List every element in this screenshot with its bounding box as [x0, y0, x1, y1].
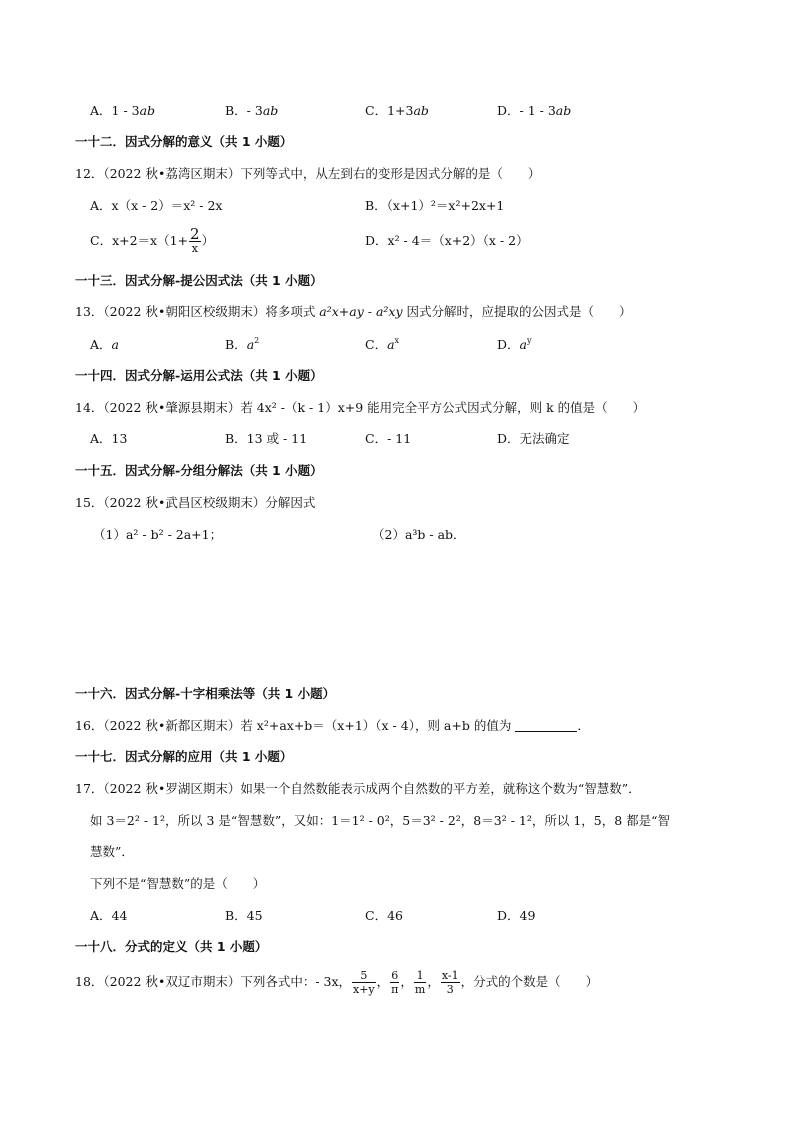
- q14-option-a: A．13: [90, 431, 128, 446]
- question-16-stem: 16．（2022 秋•新都区期末）若 x²+ax+b＝（x+1）（x - 4），则 a+b 的值为 ．: [75, 718, 590, 733]
- q12-option-a: A．x（x - 2）＝x² - 2x: [90, 198, 223, 213]
- q13-option-c: C．$a^x$: [365, 336, 400, 352]
- q14-option-d: D．无法确定: [497, 431, 570, 446]
- q12-option-c: C．x+2＝x（1+ $\frac{2}{x}$ ）: [90, 225, 215, 255]
- question-12-stem: 12．（2022 秋•荔湾区期末）下列等式中，从左到右的变形是因式分解的是（ ）: [75, 166, 541, 181]
- question-14-stem: 14．（2022 秋•肇源县期末）若 4x² -（k - 1）x+9 能用完全平方公式因式分解，则 k 的值是（ ）: [75, 400, 646, 415]
- q13-option-d: D．$a^y$: [497, 336, 532, 352]
- fraction-4: $\frac{x-1}{3}$: [441, 969, 459, 996]
- question-17-stem: 17．（2022 秋•罗湖区期末）如果一个自然数能表示成两个自然数的平方差，就称这个数为“智慧数”．: [75, 781, 641, 796]
- fraction-1: $\frac{5}{x+y}$: [353, 969, 375, 996]
- answer-blank[interactable]: [515, 719, 577, 732]
- q11-option-b: B．- 3ab: [225, 103, 279, 118]
- q17-option-a: A．44: [90, 908, 128, 923]
- q15-part-2: （2）a³b - ab．: [372, 527, 466, 542]
- section-heading-17: 一十七．因式分解的应用（共 1 小题）: [75, 749, 293, 764]
- q15-part-1: （1）a² - b² - 2a+1；: [93, 527, 223, 542]
- q11-option-d: D．- 1 - 3ab: [497, 103, 572, 118]
- question-17-line2: 如 3＝2² - 1²，所以 3 是“智慧数”，又如：1＝1² - 0²，5＝3² - 2²，8＝3² - 1²，所以 1，5，8 都是“智: [90, 813, 671, 828]
- q11-option-c: C．1+3ab: [365, 103, 429, 118]
- section-heading-15: 一十五．因式分解-分组分解法（共 1 小题）: [75, 463, 323, 478]
- q13-option-a: A．a: [90, 337, 119, 352]
- section-heading-12: 一十二．因式分解的意义（共 1 小题）: [75, 134, 293, 149]
- q11-option-a: A．1 - 3ab: [90, 103, 156, 118]
- q17-option-c: C．46: [365, 908, 403, 923]
- q12-option-b: B．（x+1）²＝x²+2x+1: [365, 198, 505, 213]
- section-heading-18: 一十八．分式的定义（共 1 小题）: [75, 939, 268, 954]
- fraction-3: $\frac{1}{m}$: [414, 969, 426, 996]
- section-heading-14: 一十四．因式分解-运用公式法（共 1 小题）: [75, 368, 323, 383]
- q14-option-b: B．13 或 - 11: [225, 431, 308, 446]
- section-heading-13: 一十三．因式分解-提公因式法（共 1 小题）: [75, 273, 323, 288]
- q14-option-c: C．- 11: [365, 431, 412, 446]
- question-13-stem: 13．（2022 秋•朝阳区校级期末）将多项式 a²x+ay - a²xy 因式分解时，应提取的公因式是（ ）: [75, 304, 632, 319]
- q17-option-d: D．49: [497, 908, 536, 923]
- question-15-stem: 15．（2022 秋•武昌区校级期末）分解因式: [75, 495, 316, 510]
- section-heading-16: 一十六．因式分解-十字相乘法等（共 1 小题）: [75, 686, 336, 701]
- question-18-stem: 18．（2022 秋•双辽市期末）下列各式中：- 3x， $\frac{5}{x+y}$ ， $\frac{6}{\pi}$ ， $\frac{1}{m}$ ， $\frac{x-1}{3}$ ，分式的个数是（ ）: [75, 969, 599, 996]
- question-17-line3: 慧数”．: [90, 844, 134, 859]
- q13-option-b: B．$a^2$: [225, 336, 260, 352]
- q17-option-b: B．45: [225, 908, 263, 923]
- q12-option-d: D．x² - 4＝（x+2）（x - 2）: [365, 233, 529, 248]
- fraction-2: $\frac{6}{\pi}$: [391, 969, 399, 996]
- question-17-line4: 下列不是“智慧数”的是（ ）: [90, 876, 266, 891]
